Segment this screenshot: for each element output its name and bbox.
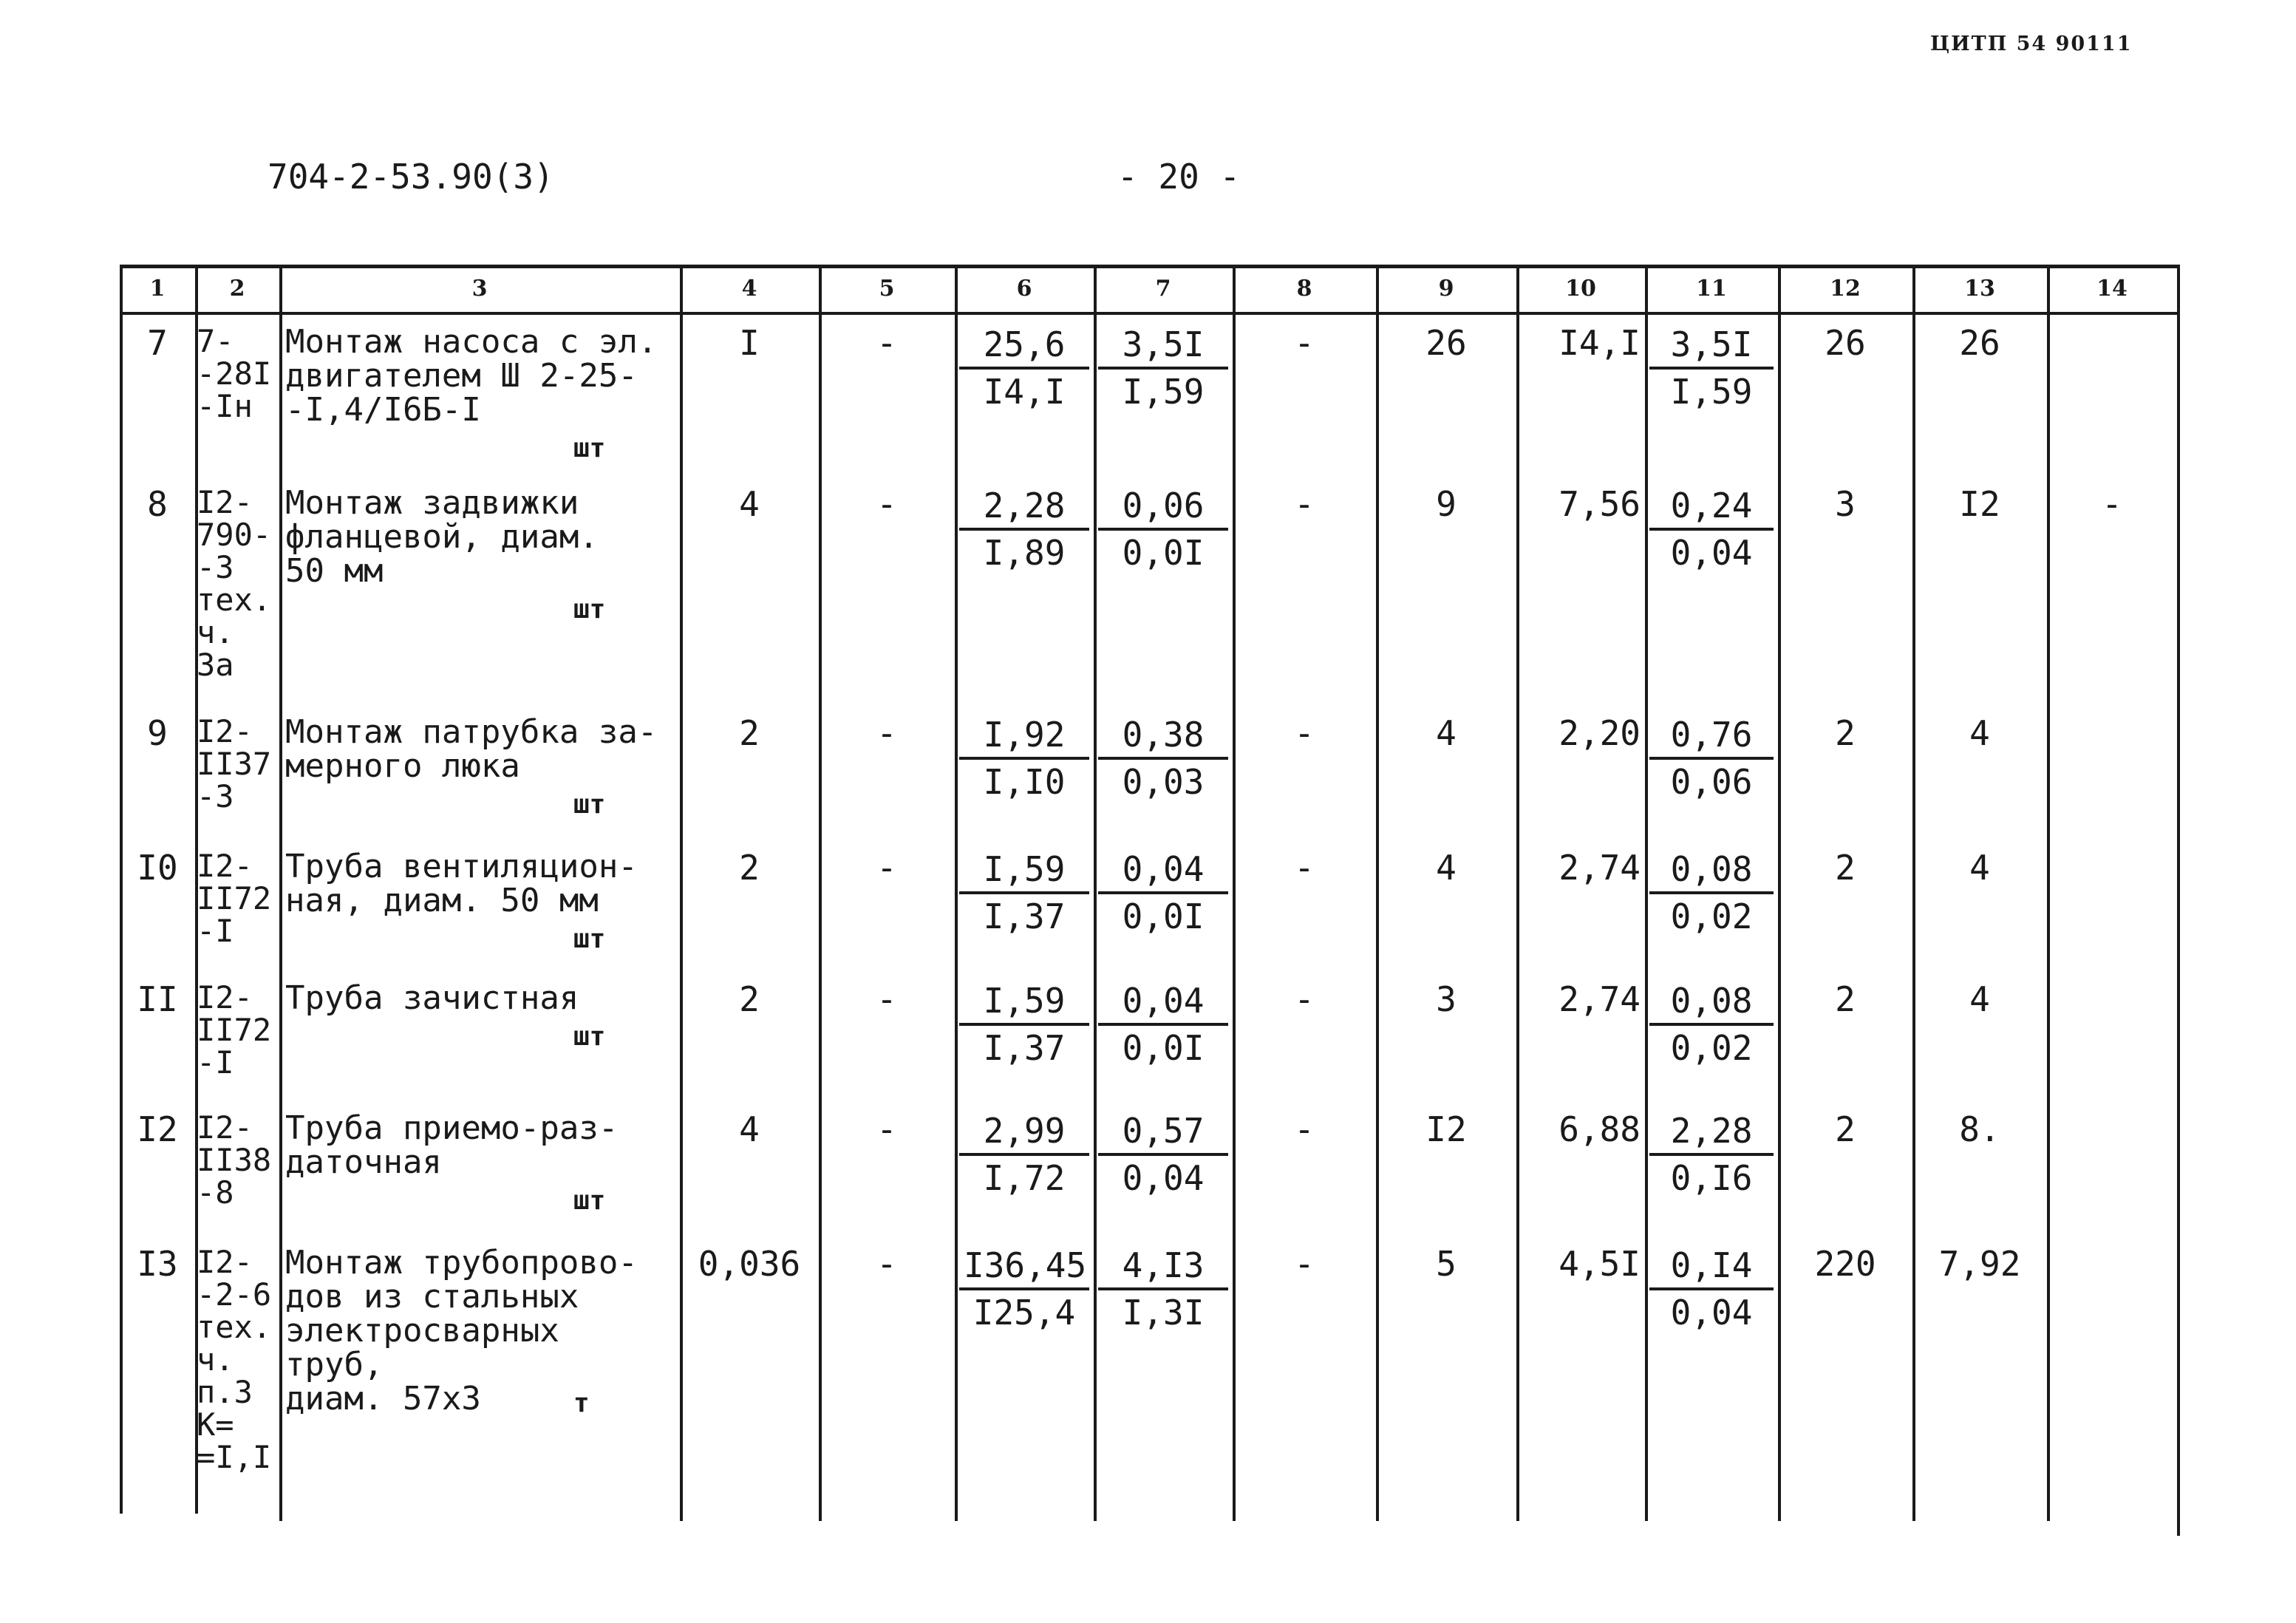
row-number: 8 [147,484,168,524]
cell-c13: 4 [1969,848,1990,888]
fraction-c7 [1098,483,1228,575]
unit-label: шт [573,433,606,463]
fraction-c6 [959,979,1089,1070]
cell-c10: 2,74 [1559,848,1641,888]
cell-c9: 4 [1436,713,1457,753]
norm-code-line: -Iн [197,388,253,424]
cell-c5: - [876,1244,897,1284]
cell-c12: 2 [1835,713,1856,753]
fraction-numerator: 0,06 [1098,483,1228,531]
fraction-numerator: 2,28 [959,483,1089,531]
fraction-c6 [959,847,1089,939]
fraction-denominator: I,59 [1122,372,1205,412]
col-border [819,265,822,1521]
fraction-denominator: I,37 [983,1028,1066,1068]
column-header: 14 [2096,275,2128,302]
norm-code-line: II72 [197,880,272,916]
col-border [279,265,282,1521]
fraction-numerator: 4,I3 [1098,1243,1228,1290]
cell-c13: 8. [1959,1109,2000,1149]
column-header: 12 [1830,275,1861,302]
cell-c5: - [876,484,897,524]
norm-code-line: I2- [197,484,253,520]
fraction-numerator: 0,57 [1098,1109,1228,1156]
cell-c9: 26 [1425,323,1467,363]
norm-code-line: II72 [197,1012,272,1048]
unit-label: т [573,1388,590,1418]
cell-c9: I2 [1425,1109,1467,1149]
unit-label: шт [573,924,606,954]
norm-code-line: II38 [197,1142,272,1178]
norm-code-line: I2- [197,1244,253,1280]
fraction-c11 [1649,712,1774,804]
column-header: 11 [1696,275,1727,302]
norm-code-line: -8 [197,1174,234,1211]
estimate-table [120,265,2180,1521]
norm-code [197,981,279,1079]
fraction-c11 [1649,483,1774,575]
work-description-line: двигателем Ш 2-25- [285,357,638,395]
cell-c9: 5 [1436,1244,1457,1284]
norm-code [197,850,279,947]
column-header: 10 [1565,275,1596,302]
work-description [285,715,672,783]
unit-label: шт [573,789,606,820]
fraction-denominator: I,37 [983,896,1066,936]
col-border [1778,265,1781,1521]
fraction-c6 [959,1243,1089,1335]
column-header: 4 [741,275,757,302]
fraction-denominator: I4,I [983,372,1066,412]
cell-c13: 7,92 [1938,1244,2021,1284]
fraction-denominator: 0,03 [1122,762,1205,802]
header-bottom-border [120,312,2180,315]
cell-c4: 4 [739,1109,760,1149]
fraction-numerator: I,59 [959,847,1089,894]
archive-stamp: ЦИТП 54 90111 [1930,33,2133,55]
cell-c4: 0,036 [698,1244,801,1284]
work-description-line: Монтаж насоса с эл. [285,323,658,361]
column-header: 9 [1438,275,1454,302]
fraction-numerator: 0,24 [1649,483,1774,531]
fraction-denominator: I25,4 [972,1293,1076,1333]
cell-c13: 4 [1969,979,1990,1019]
fraction-numerator: 0,08 [1649,847,1774,894]
cell-c9: 9 [1436,484,1457,524]
cell-c5: - [876,1109,897,1149]
cell-c10: 4,5I [1559,1244,1641,1284]
cell-c4: 2 [739,979,760,1019]
fraction-numerator: I,92 [959,712,1089,760]
col-border [1094,265,1097,1521]
column-header: 13 [1964,275,1995,302]
work-description-line: Труба вентиляцион- [285,848,638,885]
fraction-numerator: 2,99 [959,1109,1089,1156]
cell-c10: 6,88 [1559,1109,1641,1149]
cell-c8: - [1294,1244,1315,1284]
unit-label: шт [573,1185,606,1216]
norm-code-line: -3 [197,549,234,585]
fraction-denominator: 0,0I [1122,533,1205,573]
column-header: 3 [471,275,488,302]
fraction-c6 [959,712,1089,804]
column-header: 6 [1016,275,1032,302]
cell-c13: I2 [1959,484,2000,524]
norm-code [197,715,279,813]
cell-c8: - [1294,979,1315,1019]
norm-code-line: =I,I [197,1439,272,1475]
cell-c4: I [739,323,760,363]
fraction-denominator: 0,0I [1122,1028,1205,1068]
fraction-denominator: 0,02 [1670,1028,1753,1068]
col-border [1233,265,1236,1521]
work-description [285,486,672,588]
fraction-numerator: I,59 [959,979,1089,1026]
work-description-line: Труба зачистная [285,979,579,1017]
fraction-c11 [1649,1243,1774,1335]
work-description-line: электросварных труб, [285,1312,559,1384]
fraction-numerator: 0,I4 [1649,1243,1774,1290]
fraction-denominator: I,59 [1670,372,1753,412]
work-description-line: мерного люка [285,747,520,785]
work-description-line: Монтаж патрубка за- [285,713,658,751]
unit-label: шт [573,594,606,625]
fraction-c11 [1649,322,1774,414]
fraction-c6 [959,1109,1089,1200]
col-border [955,265,958,1521]
norm-code-line: I2- [197,713,253,749]
norm-code-line: -I [197,1044,234,1081]
col-border [680,265,683,1521]
cell-c14: - [2102,484,2122,524]
fraction-numerator: 0,76 [1649,712,1774,760]
cell-c5: - [876,979,897,1019]
norm-code-line: -2-6 [197,1276,272,1313]
fraction-numerator: 25,6 [959,322,1089,370]
row-number: 9 [147,713,168,753]
cell-c12: 220 [1814,1244,1876,1284]
col-border [2177,265,2180,1536]
norm-code-line: I2- [197,1109,253,1146]
cell-c12: 2 [1835,1109,1856,1149]
cell-c12: 26 [1825,323,1866,363]
norm-code-line: 790- [197,517,272,553]
fraction-denominator: I,72 [983,1158,1066,1198]
norm-code-line: тех. [197,582,272,618]
norm-code-line: тех. [197,1309,272,1345]
row-number: I0 [137,848,178,888]
fraction-c11 [1649,1109,1774,1200]
fraction-denominator: I,I0 [983,762,1066,802]
norm-code-line: I2- [197,848,253,884]
cell-c8: - [1294,323,1315,363]
work-description [285,1109,672,1181]
fraction-c6 [959,322,1089,414]
fraction-denominator: 0,06 [1670,762,1753,802]
norm-code [197,1246,279,1474]
cell-c10: 2,74 [1559,979,1641,1019]
norm-code-line: -28I [197,355,272,392]
col-border [1912,265,1915,1521]
cell-c13: 26 [1959,323,2000,363]
fraction-c7 [1098,847,1228,939]
fraction-c7 [1098,979,1228,1070]
norm-code-line: -3 [197,778,234,814]
fraction-numerator: 0,38 [1098,712,1228,760]
cell-c12: 2 [1835,848,1856,888]
work-description-line: 50 мм [285,552,384,590]
fraction-numerator: 3,5I [1098,322,1228,370]
cell-c8: - [1294,848,1315,888]
fraction-numerator: 2,28 [1649,1109,1774,1156]
fraction-numerator: 0,04 [1098,847,1228,894]
unit-label: шт [573,1021,606,1052]
fraction-denominator: I,89 [983,533,1066,573]
column-header: 5 [879,275,895,302]
fraction-denominator: 0,04 [1670,533,1753,573]
work-description [285,850,672,918]
norm-code-line: ч. [197,614,234,650]
fraction-denominator: 0,0I [1122,896,1205,936]
norm-code [197,486,279,681]
fraction-denominator: 0,04 [1122,1158,1205,1198]
column-header: 7 [1155,275,1171,302]
fraction-denominator: 0,04 [1670,1293,1753,1333]
work-description-line: Монтаж трубопрово- [285,1244,638,1282]
work-description [285,981,672,1015]
fraction-denominator: I,3I [1122,1293,1205,1333]
work-description-line: диам. 57х3 [285,1380,481,1418]
cell-c5: - [876,713,897,753]
cell-c10: 7,56 [1559,484,1641,524]
column-header: 8 [1296,275,1312,302]
fraction-denominator: 0,I6 [1670,1158,1753,1198]
norm-code [197,1109,279,1211]
work-description-line: Монтаж задвижки [285,484,579,522]
work-description [285,1246,672,1416]
fraction-numerator: 0,04 [1098,979,1228,1026]
column-header: 1 [149,275,166,302]
cell-c9: 3 [1436,979,1457,1019]
work-description-line: фланцевой, диам. [285,518,599,556]
norm-code-line: К= [197,1406,234,1443]
work-description-line: -I,4/I6Б-I [285,391,481,429]
fraction-numerator: I36,45 [959,1243,1089,1290]
norm-code [197,325,279,423]
col-border [1516,265,1519,1521]
norm-code-line: -I [197,913,234,949]
work-description-line: ная, диам. 50 мм [285,882,599,919]
row-number: 7 [147,323,168,363]
cell-c10: 2,20 [1559,713,1641,753]
fraction-c11 [1649,847,1774,939]
work-description-line: даточная [285,1143,442,1181]
row-number: I3 [137,1244,178,1284]
work-description-line: Труба приемо-раз- [285,1109,619,1147]
norm-code-line: п.3 [197,1374,253,1410]
col-border [2047,265,2050,1521]
fraction-c11 [1649,979,1774,1070]
fraction-c7 [1098,712,1228,804]
work-description-line: дов из стальных [285,1278,579,1316]
norm-code-line: I2- [197,979,253,1015]
cell-c4: 4 [739,484,760,524]
cell-c5: - [876,848,897,888]
cell-c13: 4 [1969,713,1990,753]
norm-code-line: ч. [197,1341,234,1378]
page-number: - 20 - [1117,157,1241,197]
fraction-denominator: 0,02 [1670,896,1753,936]
col-border [1376,265,1379,1521]
fraction-numerator: 3,5I [1649,322,1774,370]
cell-c10: I4,I [1559,323,1641,363]
cell-c4: 2 [739,713,760,753]
row-number: I2 [137,1109,178,1149]
cell-c8: - [1294,1109,1315,1149]
norm-code-line: 7- [197,323,234,359]
col-border [1645,265,1648,1521]
cell-c8: - [1294,713,1315,753]
cell-c12: 2 [1835,979,1856,1019]
norm-code-line: II37 [197,746,272,782]
norm-code-line: 3а [197,647,234,683]
document-number: 704-2-53.90(3) [268,157,554,197]
cell-c12: 3 [1835,484,1856,524]
cell-c8: - [1294,484,1315,524]
fraction-c7 [1098,1243,1228,1335]
fraction-c7 [1098,1109,1228,1200]
cell-c9: 4 [1436,848,1457,888]
fraction-c6 [959,483,1089,575]
cell-c5: - [876,323,897,363]
column-header: 2 [229,275,245,302]
work-description [285,325,672,427]
fraction-c7 [1098,322,1228,414]
row-number: II [137,979,178,1019]
fraction-numerator: 0,08 [1649,979,1774,1026]
col-border [120,265,123,1514]
cell-c4: 2 [739,848,760,888]
